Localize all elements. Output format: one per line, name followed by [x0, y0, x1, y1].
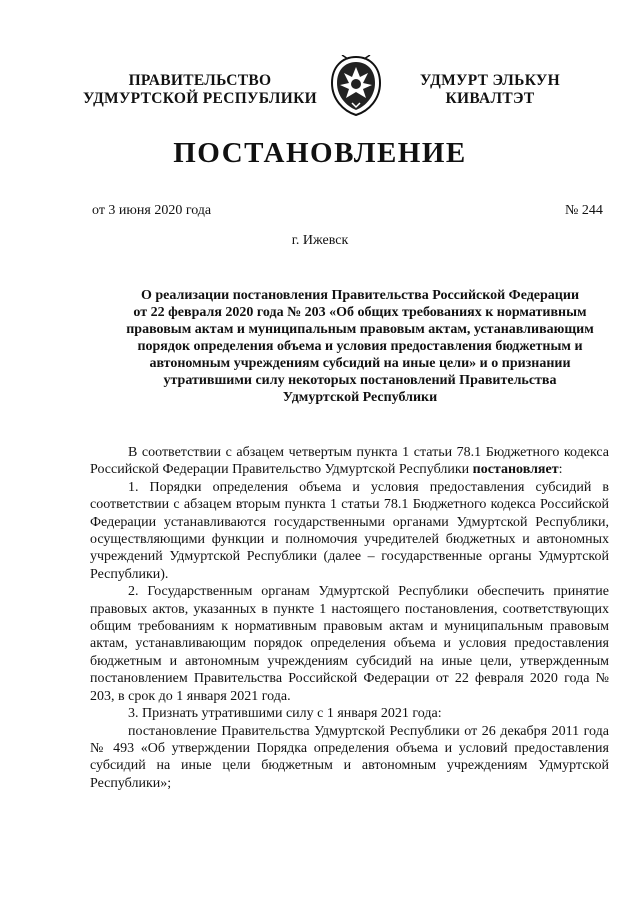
document-body: [90, 444, 609, 792]
document-date: от 3 июня 2020 года: [92, 203, 212, 218]
item-1-paragraph: 1. Порядки определения объема и условия предоставления субсидий в соответствии с абзацем вторым пункта 1 статьи 78.1 Бюджетного кодекса Российской Федерации устанавливаются государственными органами Удмуртской Республики, осуществляющими функции и полномочия учредителей бюджетных и автономных учреждений Удмуртской Республики (далее – государственные органы Удмуртской Республики).: [90, 479, 609, 582]
document-heading-line: от 22 февраля 2020 года № 203 «Об общих требованиях к нормативным: [133, 305, 587, 320]
document-heading-line: автономным учреждениям субсидий на иные цели» и о признании: [149, 356, 571, 371]
document-heading: [100, 287, 620, 406]
preamble-paragraph: [90, 444, 609, 479]
document-number: № 244: [565, 203, 603, 218]
document-heading-line: Удмуртской Республики: [282, 390, 438, 405]
document-heading-line: О реализации постановления Правительства Российской Федерации: [140, 288, 580, 303]
document-heading-line: утратившими силу некоторых постановлений Правительства: [163, 373, 557, 388]
preamble-text: В соответствии с абзацем четвертым пункта 1 статьи 78.1 Бюджетного кодекса Российской Федерации Правительство Удмуртской Республики: [90, 445, 609, 478]
government-name-udmurt: [415, 72, 565, 108]
item-2-paragraph: 2. Государственным органам Удмуртской Республики обеспечить принятие правовых актов, указанных в пункте 1 настоящего постановления, соответствующих общим требованиям к нормативным правовым актам и муниципальным правовым актам, устанавливающим порядок определения объема и условия предоставления бюджетным и автономным учреждениям субсидий на иные цели, утвержденным постановлением Правительства Российской Федерации от 22 февраля 2020 года № 203, в срок до 1 января 2021 года.: [90, 584, 609, 704]
item-3-paragraph: 3. Признать утратившими силу с 1 января 2021 года:: [128, 706, 442, 722]
government-name-russian: [80, 72, 320, 108]
government-name-line1: ПРАВИТЕЛЬСТВО: [128, 72, 272, 89]
item-3-subitem-1: постановление Правительства Удмуртской Республики от 26 декабря 2011 года № 493 «Об утверждении Порядка определения объема и условий предоставления субсидий на иные цели бюджетным и автономным учреждениям Удмуртской Республики»;: [90, 723, 609, 791]
document-type-title: ПОСТАНОВЛЕНИЕ: [173, 137, 467, 169]
document-heading-line: порядок определения объема и условия предоставления бюджетным и: [137, 339, 583, 354]
document-heading-line: правовым актам и муниципальным правовым актам, устанавливающим: [126, 322, 594, 337]
udmurt-coat-of-arms-icon: [328, 55, 384, 117]
decides-colon: :: [558, 462, 563, 478]
government-name-line2: УДМУРТСКОЙ РЕСПУБЛИКИ: [82, 90, 317, 107]
decides-word: постановляет: [472, 462, 559, 478]
government-name-udmurt-line2: КИВАЛТЭТ: [445, 90, 535, 107]
government-name-udmurt-line1: УДМУРТ ЭЛЬКУН: [420, 72, 560, 89]
document-city: г. Ижевск: [291, 233, 349, 248]
